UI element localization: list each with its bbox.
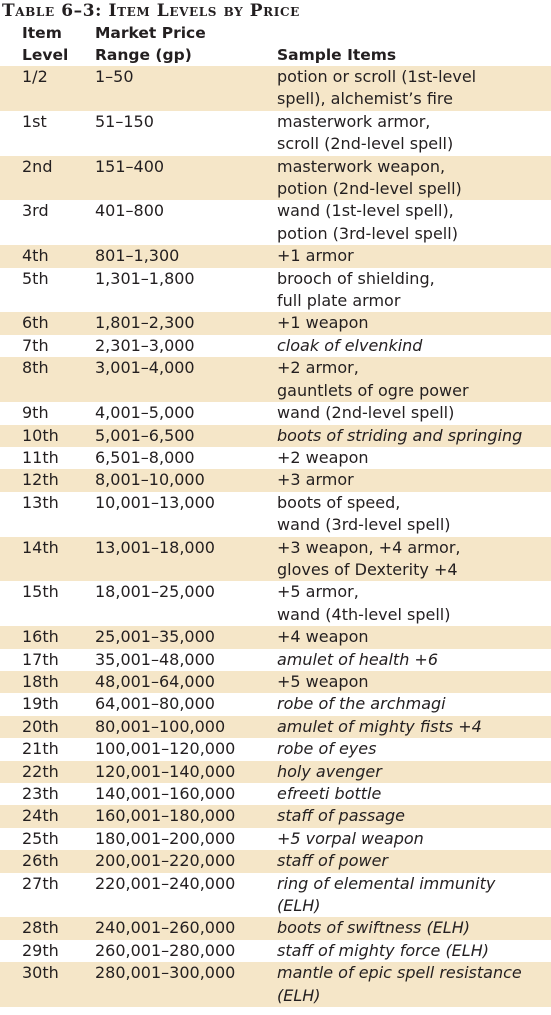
price-range-cell: 3,001–4,000 xyxy=(95,358,195,378)
sample-items-cell: +1 armor xyxy=(277,246,354,266)
sample-items-cell: wand (2nd-level spell) xyxy=(277,403,455,423)
table-row xyxy=(0,716,551,738)
sample-items-cell: robe of eyes xyxy=(277,739,377,759)
price-range-cell: 801–1,300 xyxy=(95,246,180,266)
price-range-cell: 1,301–1,800 xyxy=(95,268,195,288)
header-range-line2: Range (gp) xyxy=(95,46,192,64)
price-range-cell: 401–800 xyxy=(95,201,165,221)
price-range-cell: 13,001–18,000 xyxy=(95,537,215,557)
table-row xyxy=(0,111,551,156)
item-level-cell: 8th xyxy=(22,358,49,378)
table-row xyxy=(0,693,551,715)
sample-items-cell: holy avenger xyxy=(277,761,382,781)
table-row xyxy=(0,850,551,872)
sample-items-cell: efreeti bottle xyxy=(277,784,382,803)
sample-items-cell: +2 armor, gauntlets of ogre power xyxy=(277,358,469,400)
table-row xyxy=(0,671,551,693)
sample-items-cell: +3 weapon, +4 armor, gloves of Dexterity +4 xyxy=(277,537,461,579)
price-range-cell: 240,001–260,000 xyxy=(95,918,236,938)
sample-items-cell: +2 weapon xyxy=(277,447,369,467)
table-row xyxy=(0,425,551,447)
item-level-cell: 23th xyxy=(22,784,59,803)
table-row xyxy=(0,335,551,357)
sample-items-cell: boots of speed, wand (3rd-level spell) xyxy=(277,492,451,535)
item-level-cell: 1/2 xyxy=(22,67,48,86)
item-level-cell: 1st xyxy=(22,111,47,131)
price-range-cell: 2,301–3,000 xyxy=(95,335,195,355)
item-level-cell: 19th xyxy=(22,694,59,714)
sample-items-cell: +1 weapon xyxy=(277,313,369,333)
table-row xyxy=(0,783,551,805)
price-range-cell: 140,001–160,000 xyxy=(95,784,236,803)
item-level-cell: 18th xyxy=(22,671,59,691)
sample-items-cell: +5 armor, wand (4th-level spell) xyxy=(277,582,451,624)
item-level-cell: 6th xyxy=(22,313,49,333)
item-level-cell: 22th xyxy=(22,761,59,781)
table-row xyxy=(0,156,551,201)
price-range-cell: 25,001–35,000 xyxy=(95,627,215,647)
sample-items-cell: staff of passage xyxy=(277,806,405,826)
table-row xyxy=(0,761,551,783)
price-range-cell: 280,001–300,000 xyxy=(95,963,236,983)
price-range-cell: 6,501–8,000 xyxy=(95,447,195,467)
sample-items-cell: robe of the archmagi xyxy=(277,694,446,714)
sample-items-cell: potion or scroll (1st-level spell), alchemist’s fire xyxy=(277,67,477,109)
price-range-cell: 100,001–120,000 xyxy=(95,739,236,759)
price-range-cell: 260,001–280,000 xyxy=(95,940,236,960)
item-level-cell: 24th xyxy=(22,806,59,826)
price-range-cell: 80,001–100,000 xyxy=(95,716,226,736)
item-level-cell: 30th xyxy=(22,963,59,983)
header-range-line1: Market Price xyxy=(95,24,206,42)
price-range-cell: 18,001–25,000 xyxy=(95,582,215,602)
item-level-cell: 25th xyxy=(22,828,59,848)
sample-items-cell: masterwork weapon, potion (2nd-level spell) xyxy=(277,156,462,199)
sample-items-cell: masterwork armor, scroll (2nd-level spell) xyxy=(277,111,454,154)
price-range-cell: 4,001–5,000 xyxy=(95,403,195,423)
sample-items-cell: boots of striding and springing xyxy=(277,425,523,445)
table-row xyxy=(0,581,551,626)
price-range-cell: 8,001–10,000 xyxy=(95,470,205,490)
table-row xyxy=(0,805,551,827)
price-range-cell: 120,001–140,000 xyxy=(95,761,236,781)
sample-items-cell: brooch of shielding, full plate armor xyxy=(277,268,435,311)
table-row xyxy=(0,962,551,1007)
sample-items-cell: staff of power xyxy=(277,851,389,871)
item-level-cell: 17th xyxy=(22,649,59,669)
price-range-cell: 10,001–13,000 xyxy=(95,492,215,512)
item-level-cell: 9th xyxy=(22,403,49,423)
item-level-cell: 27th xyxy=(22,873,59,893)
price-range-cell: 64,001–80,000 xyxy=(95,694,215,714)
table-row xyxy=(0,649,551,671)
sample-items-cell: amulet of mighty fists +4 xyxy=(277,716,482,736)
sample-items-cell: staff of mighty force (ELH) xyxy=(277,940,489,960)
table-row xyxy=(0,828,551,850)
table-row xyxy=(0,940,551,962)
sample-items-cell: +4 weapon xyxy=(277,627,369,647)
sample-items-cell: boots of swiftness (ELH) xyxy=(277,918,470,938)
table-row xyxy=(0,873,551,918)
table-row xyxy=(0,738,551,760)
table-title: Table 6–3: Item Levels by Price xyxy=(2,1,300,21)
sample-items-cell: wand (1st-level spell), potion (3rd-level spell) xyxy=(277,201,458,243)
price-range-cell: 200,001–220,000 xyxy=(95,851,236,871)
table-row xyxy=(0,537,551,582)
table-row xyxy=(0,66,551,111)
price-range-cell: 1,801–2,300 xyxy=(95,313,195,333)
table-row xyxy=(0,469,551,491)
sample-items-cell: +3 armor xyxy=(277,470,354,490)
item-level-cell: 20th xyxy=(22,716,59,736)
sample-items-cell: cloak of elvenkind xyxy=(277,335,423,355)
sample-items-cell: mantle of epic spell resistance (ELH) xyxy=(277,963,522,1005)
item-level-cell: 5th xyxy=(22,268,49,288)
item-level-cell: 21th xyxy=(22,739,59,759)
item-level-cell: 4th xyxy=(22,246,49,266)
table-row xyxy=(0,245,551,267)
price-range-cell: 180,001–200,000 xyxy=(95,828,236,848)
header-level-line2: Level xyxy=(22,46,69,64)
table-row xyxy=(0,357,551,402)
price-range-cell: 1–50 xyxy=(95,67,134,86)
item-level-cell: 2nd xyxy=(22,156,53,176)
sample-items-cell: +5 vorpal weapon xyxy=(277,828,424,848)
item-level-cell: 13th xyxy=(22,492,59,512)
item-level-cell: 15th xyxy=(22,582,59,602)
table-row xyxy=(0,917,551,939)
item-level-cell: 11th xyxy=(22,447,59,467)
table-row xyxy=(0,447,551,469)
item-level-cell: 10th xyxy=(22,425,59,445)
price-range-cell: 160,001–180,000 xyxy=(95,806,236,826)
table-body xyxy=(0,66,551,1007)
header-level-line1: Item xyxy=(22,24,62,42)
item-level-cell: 14th xyxy=(22,537,59,557)
price-range-cell: 51–150 xyxy=(95,111,154,131)
price-range-cell: 220,001–240,000 xyxy=(95,873,236,893)
item-level-cell: 28th xyxy=(22,918,59,938)
table-row xyxy=(0,200,551,245)
table-header xyxy=(0,22,551,66)
price-range-cell: 48,001–64,000 xyxy=(95,671,215,691)
item-level-cell: 29th xyxy=(22,940,59,960)
table-row xyxy=(0,626,551,648)
table-row xyxy=(0,492,551,537)
sample-items-cell: ring of elemental immunity (ELH) xyxy=(277,873,496,916)
header-items: Sample Items xyxy=(277,46,397,64)
item-level-cell: 12th xyxy=(22,470,59,490)
price-range-cell: 35,001–48,000 xyxy=(95,649,215,669)
price-range-cell: 5,001–6,500 xyxy=(95,425,195,445)
table-row xyxy=(0,268,551,313)
price-range-cell: 151–400 xyxy=(95,156,165,176)
item-level-cell: 3rd xyxy=(22,201,49,221)
item-level-cell: 26th xyxy=(22,851,59,871)
sample-items-cell: +5 weapon xyxy=(277,671,369,691)
sample-items-cell: amulet of health +6 xyxy=(277,649,439,669)
table-row xyxy=(0,402,551,424)
item-level-cell: 16th xyxy=(22,627,59,647)
item-level-cell: 7th xyxy=(22,335,49,355)
table-row xyxy=(0,312,551,334)
